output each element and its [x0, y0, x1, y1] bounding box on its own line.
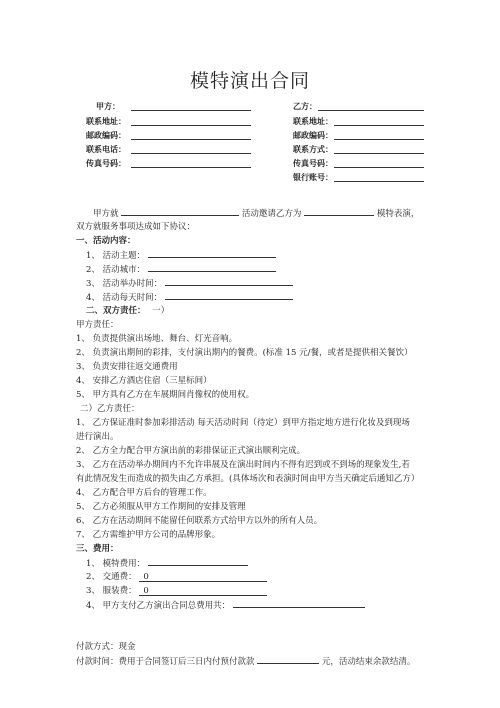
party-b-duty: 3、 乙方在活动举办期间内不允许串展及在演出时间内不得有迟到或不到场的现象发生,若: [76, 460, 410, 470]
party-a-postcode-line[interactable]: [131, 139, 251, 140]
activity-city-blank[interactable]: [148, 262, 276, 272]
section-2-subnumber: 一）: [152, 306, 170, 316]
intro-text-b: 活动邀请乙方为: [241, 209, 302, 219]
party-b-duty: 4、 乙方配合甲方后台的管理工作。: [76, 488, 212, 498]
party-b-duty: 1、 乙方保证准时参加彩排活动 每天活动时间（待定）到甲方指定地方进行化妆及到现场: [76, 418, 410, 428]
party-b-duty: 6、 乙方在活动期间不能留任何联系方式给甲方以外的所有人员。: [76, 516, 323, 526]
party-a-phone-line[interactable]: [131, 153, 251, 154]
party-a-address-line[interactable]: [131, 125, 251, 126]
total-fee-blank[interactable]: [233, 598, 365, 608]
party-a-fax-label: 传真号码：: [86, 158, 126, 168]
section-1-item: [86, 248, 276, 261]
party-b-address-line[interactable]: [334, 125, 424, 126]
section-2-heading: [86, 304, 169, 316]
costume-fee-label: 3、 服装费：: [86, 586, 137, 596]
fee-item: [86, 584, 267, 596]
party-a-phone-label: 联系电话：: [86, 144, 126, 154]
party-b-contact-line[interactable]: [334, 153, 424, 154]
party-b-duty: 有此情况发生而造成的损失由乙方承担。(具体场次和表演时间由甲方当天确定后通知乙方）: [76, 474, 420, 484]
party-a-duty: 3、 负责安排往返交通费用: [76, 362, 178, 372]
activity-date-label: 3、 活动举办时间：: [86, 279, 163, 289]
party-b-fax-line[interactable]: [334, 167, 424, 168]
model-show-blank[interactable]: [304, 206, 374, 216]
model-fee-label: 1、 模特费用：: [86, 559, 146, 569]
party-a-label: 甲方：: [96, 101, 120, 111]
section-1-heading: 一、活动内容：: [76, 236, 136, 246]
activity-date-blank[interactable]: [165, 276, 293, 286]
fee-item: [86, 598, 365, 611]
party-a-postcode-label: 邮政编码：: [86, 130, 126, 140]
fee-item: [86, 556, 248, 569]
total-fee-label: 4、 甲方支付乙方演出合同总费用共：: [86, 601, 231, 611]
document-title: 模特演出合同: [189, 70, 310, 92]
party-b-duty: 进行演出。: [76, 432, 119, 442]
transport-fee-blank[interactable]: 0: [139, 572, 267, 582]
section-2-title: 二、双方责任：: [86, 306, 146, 316]
intro-line-1: [93, 206, 419, 219]
payment-time-text-b: 元，活动结束余款结清。: [321, 657, 416, 667]
payment-time-text-a: 付款时间：费用于合同签订后三日内付预付款款: [76, 657, 255, 667]
party-a-fax-line[interactable]: [131, 167, 251, 168]
party-b-postcode-line[interactable]: [334, 139, 424, 140]
intro-text-a: 甲方就: [93, 209, 119, 219]
costume-fee-blank[interactable]: 0: [139, 586, 267, 596]
party-a-duty: 1、 负责提供演出场地、舞台、灯光音响。: [76, 334, 238, 344]
party-b-label: 乙方：: [293, 101, 317, 111]
activity-name-blank[interactable]: [121, 206, 239, 216]
activity-daily-time-label: 4、 活动每天时间：: [86, 293, 163, 303]
party-b-bank-label: 银行账号：: [293, 172, 333, 182]
party-b-bank-line[interactable]: [334, 181, 424, 182]
payment-time: [76, 654, 415, 667]
prepayment-amount-blank[interactable]: [257, 654, 319, 664]
party-a-address-label: 联系地址：: [86, 116, 126, 126]
party-b-duties-label: 二）乙方责任：: [80, 404, 140, 414]
section-1-item: [86, 276, 293, 289]
party-a-duty: 4、 安排乙方酒店住宿（三星标间）: [76, 376, 212, 386]
transport-fee-label: 2、 交通费：: [86, 572, 137, 582]
fee-item: [86, 570, 267, 582]
section-3-heading: 三、费用：: [76, 544, 119, 554]
party-b-address-label: 联系地址：: [293, 116, 333, 126]
party-b-postcode-label: 邮政编码：: [293, 130, 333, 140]
party-a-duty: 2、 负责演出期间的彩排，支付演出期内的餐费。(标准 15 元/餐，或者是提供相关餐饮）: [76, 348, 413, 358]
party-b-contact-label: 联系方式：: [293, 144, 333, 154]
party-b-duty: 5、 乙方必须服从甲方工作期间的安排及管理: [76, 502, 246, 512]
activity-city-label: 2、 活动城市：: [86, 265, 146, 275]
model-fee-blank[interactable]: [148, 556, 248, 566]
intro-line-2: 双方就服务事项达成如下协议：: [76, 222, 196, 232]
party-b-fax-label: 传真号码：: [293, 158, 333, 168]
party-b-duty: 7、 乙方需维护甲方公司的品牌形象。: [76, 530, 221, 540]
activity-theme-label: 1、 活动主题：: [86, 251, 146, 261]
activity-daily-time-blank[interactable]: [165, 290, 293, 300]
party-a-duty: 5、 甲方具有乙方在车展期间肖像权的使用权。: [76, 390, 255, 400]
party-b-line[interactable]: [318, 110, 424, 111]
party-a-duties-label: 甲方责任：: [76, 320, 119, 330]
activity-theme-blank[interactable]: [148, 248, 276, 258]
intro-text-c: 模特表演，: [376, 209, 420, 219]
section-1-item: [86, 290, 293, 303]
section-1-item: [86, 262, 276, 275]
party-a-line[interactable]: [131, 110, 251, 111]
payment-method: 付款方式：现金: [76, 642, 136, 652]
party-b-duty: 2、 乙方全力配合甲方演出前的彩排保证正式演出顺利完成。: [76, 446, 306, 456]
